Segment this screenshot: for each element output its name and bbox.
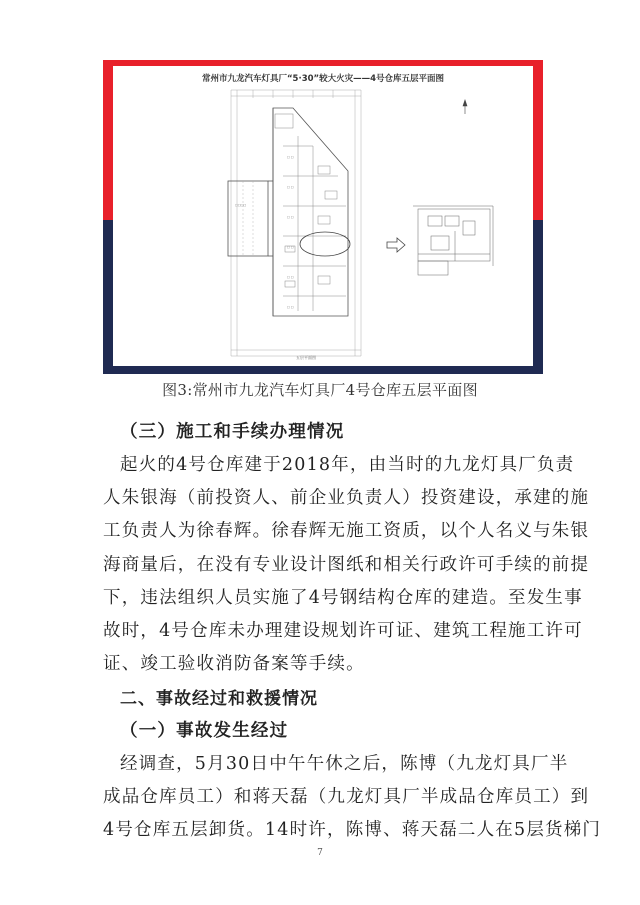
svg-text:□ □: □ □ <box>287 245 294 249</box>
fire-origin-ellipse <box>300 232 350 256</box>
svg-text:□ □: □ □ <box>287 305 294 309</box>
paragraph-line: 工负责人为徐春辉。徐春辉无施工资质，以个人名义与朱银 <box>103 521 590 541</box>
figure-scale-label: 五层平面图 <box>296 355 316 360</box>
chapter-heading: 二、事故经过和救援情况 <box>120 689 318 709</box>
corridor-lines <box>243 181 253 256</box>
svg-text:□ □: □ □ <box>287 215 294 219</box>
svg-text:□ □: □ □ <box>287 275 294 279</box>
paragraph-line: 海商量后，在没有专业设计图纸和相关行政许可手续的前提 <box>103 555 590 575</box>
paragraph-line: 经调查，5月30日中午午休之后，陈博（九龙灯具厂半 <box>120 754 569 774</box>
floor-plan-figure <box>103 60 543 374</box>
detail-inset <box>413 206 493 275</box>
page-number: 7 <box>317 848 323 858</box>
figure-caption: 图3:常州市九龙汽车灯具厂4号仓库五层平面图 <box>162 381 478 399</box>
svg-text:□ □: □ □ <box>287 185 294 189</box>
figure-title: 常州市九龙汽车灯具厂“5·30”较大火灾——4号仓库五层平面图 <box>201 74 445 84</box>
paragraph-line: 人朱银海（前投资人、前企业负责人）投资建设，承建的施 <box>103 488 590 508</box>
svg-text:□□□□: □□□□ <box>235 203 247 207</box>
paragraph-line: 成品仓库员工）和蒋天磊（九龙灯具厂半成品仓库员工）到 <box>103 787 590 807</box>
figure-canvas <box>113 66 533 366</box>
paragraph-line: 起火的4号仓库建于2018年，由当时的九龙灯具厂负责 <box>120 455 575 475</box>
floor-plan-drawing <box>113 66 533 366</box>
svg-text:□ □: □ □ <box>287 155 294 159</box>
building-outline <box>228 108 348 316</box>
paragraph-line: 4号仓库五层卸货。14时许，陈博、蒋天磊二人在5层货梯门 <box>103 820 602 840</box>
paragraph-line: 证、竣工验收消防备案等手续。 <box>103 654 365 674</box>
north-arrow-icon <box>463 100 467 114</box>
paragraph-line: 故时，4号仓库未办理建设规划许可证、建筑工程施工许可 <box>103 621 583 641</box>
paragraph-line: 下，违法组织人员实施了4号钢结构仓库的建造。至发生事 <box>103 588 583 608</box>
interior-partitions <box>275 114 346 311</box>
section-heading-accident: （一）事故发生经过 <box>120 721 289 741</box>
zoom-arrow-icon <box>387 238 405 252</box>
section-heading-construction: （三）施工和手续办理情况 <box>120 422 345 442</box>
